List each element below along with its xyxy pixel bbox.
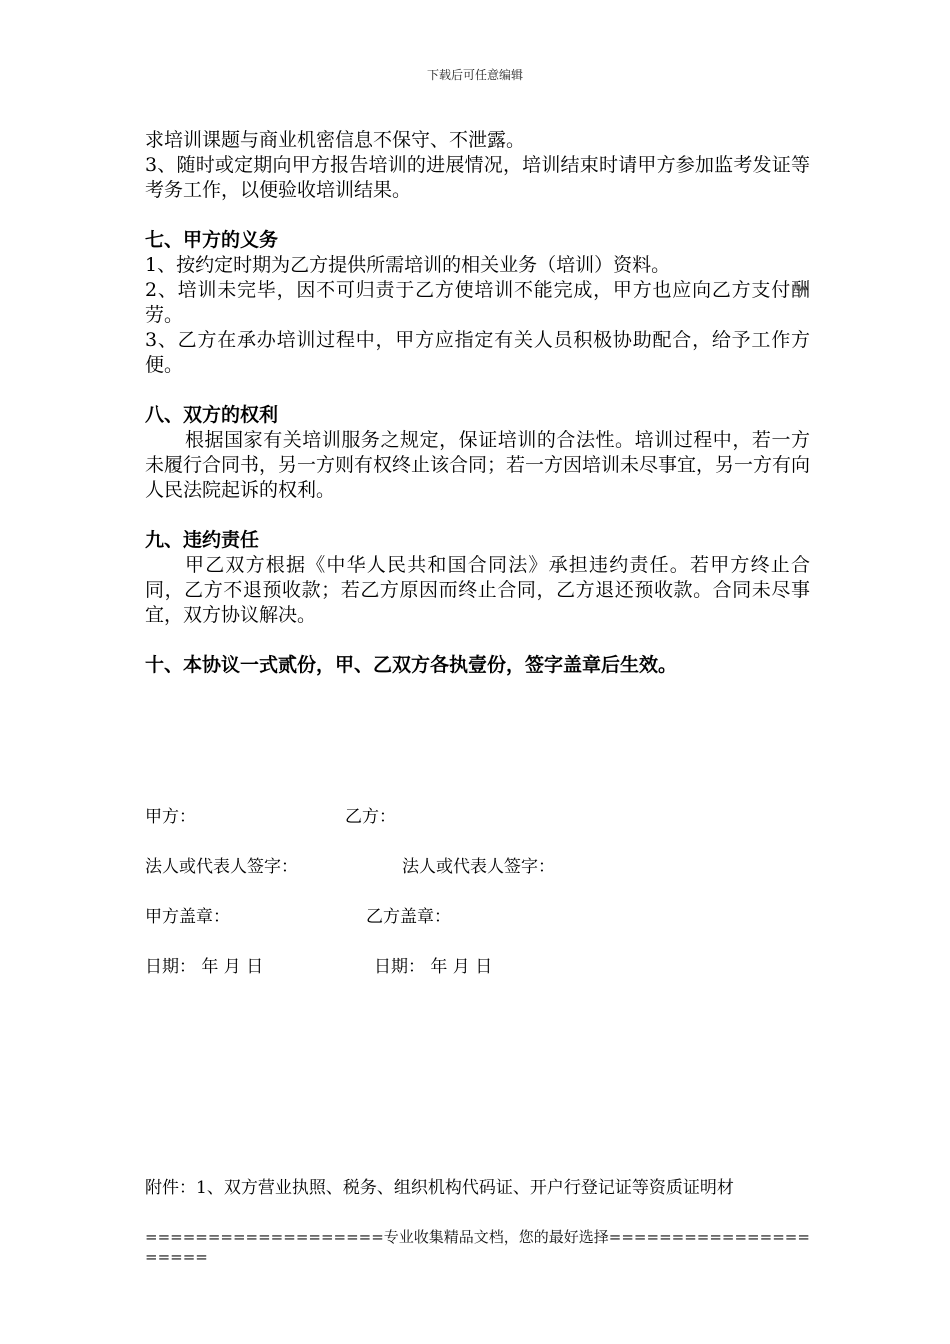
document-body: [145, 128, 810, 678]
seal-a-label: 甲方盖章：: [145, 907, 230, 927]
section-9-title: 九、违约责任: [145, 529, 260, 551]
section-7-title: 七、甲方的义务: [145, 229, 279, 251]
intro-line-2: 3、随时或定期向甲方报告培训的进展情况，培训结束时请甲方参加监考发证等考务工作，以便验收培训结果。: [145, 154, 810, 201]
page-header: 下载后可任意编辑: [426, 68, 523, 82]
party-b-label: 乙方：: [345, 807, 396, 827]
signature-seal-row: [145, 902, 810, 926]
signature-legal-row: [145, 852, 810, 876]
intro-line-1: 求培训课题与商业机密信息不保守、不泄露。: [145, 129, 526, 151]
legal-rep-b-label: 法人或代表人签字：: [402, 857, 555, 877]
section-7-item-2: 2、培训未完毕，因不可归责于乙方使培训不能完成，甲方也应向乙方支付酬劳。: [145, 279, 810, 326]
section-7-item-1: 1、按约定时期为乙方提供所需培训的相关业务（培训）资料。: [145, 254, 671, 276]
seal-b-label: 乙方盖章：: [366, 907, 451, 927]
section-7-item-3: 3、乙方在承办培训过程中，甲方应指定有关人员积极协助配合，给予工作方便。: [145, 329, 810, 376]
section-8-title: 八、双方的权利: [145, 404, 279, 426]
section-9-body: 甲乙双方根据《中华人民共和国合同法》承担违约责任。若甲方终止合同，乙方不退预收款；若乙方原因而终止合同，乙方退还预收款。合同未尽事宜，双方协议解决。: [145, 554, 810, 626]
section-8-body: 根据国家有关培训服务之规定，保证培训的合法性。培训过程中，若一方未履行合同书，另一方则有权终止该合同；若一方因培训未尽事宜，另一方有向人民法院起诉的权利。: [145, 429, 811, 501]
signature-date-row: [145, 952, 810, 976]
signature-party-row: [145, 802, 810, 826]
date-a-label: 日期： 年 月 日: [145, 957, 264, 977]
attachment-note: 附件：1、双方营业执照、税务、组织机构代码证、开户行登记证等资质证明材: [145, 1178, 734, 1198]
party-a-label: 甲方：: [145, 807, 196, 827]
date-b-label: 日期： 年 月 日: [374, 957, 493, 977]
section-10-title: 十、本协议一式贰份，甲、乙双方各执壹份，签字盖章后生效。: [145, 654, 678, 676]
legal-rep-a-label: 法人或代表人签字：: [145, 857, 298, 877]
page-footer: ===================专业收集精品文档，您的最好选择=====================: [145, 1228, 810, 1266]
